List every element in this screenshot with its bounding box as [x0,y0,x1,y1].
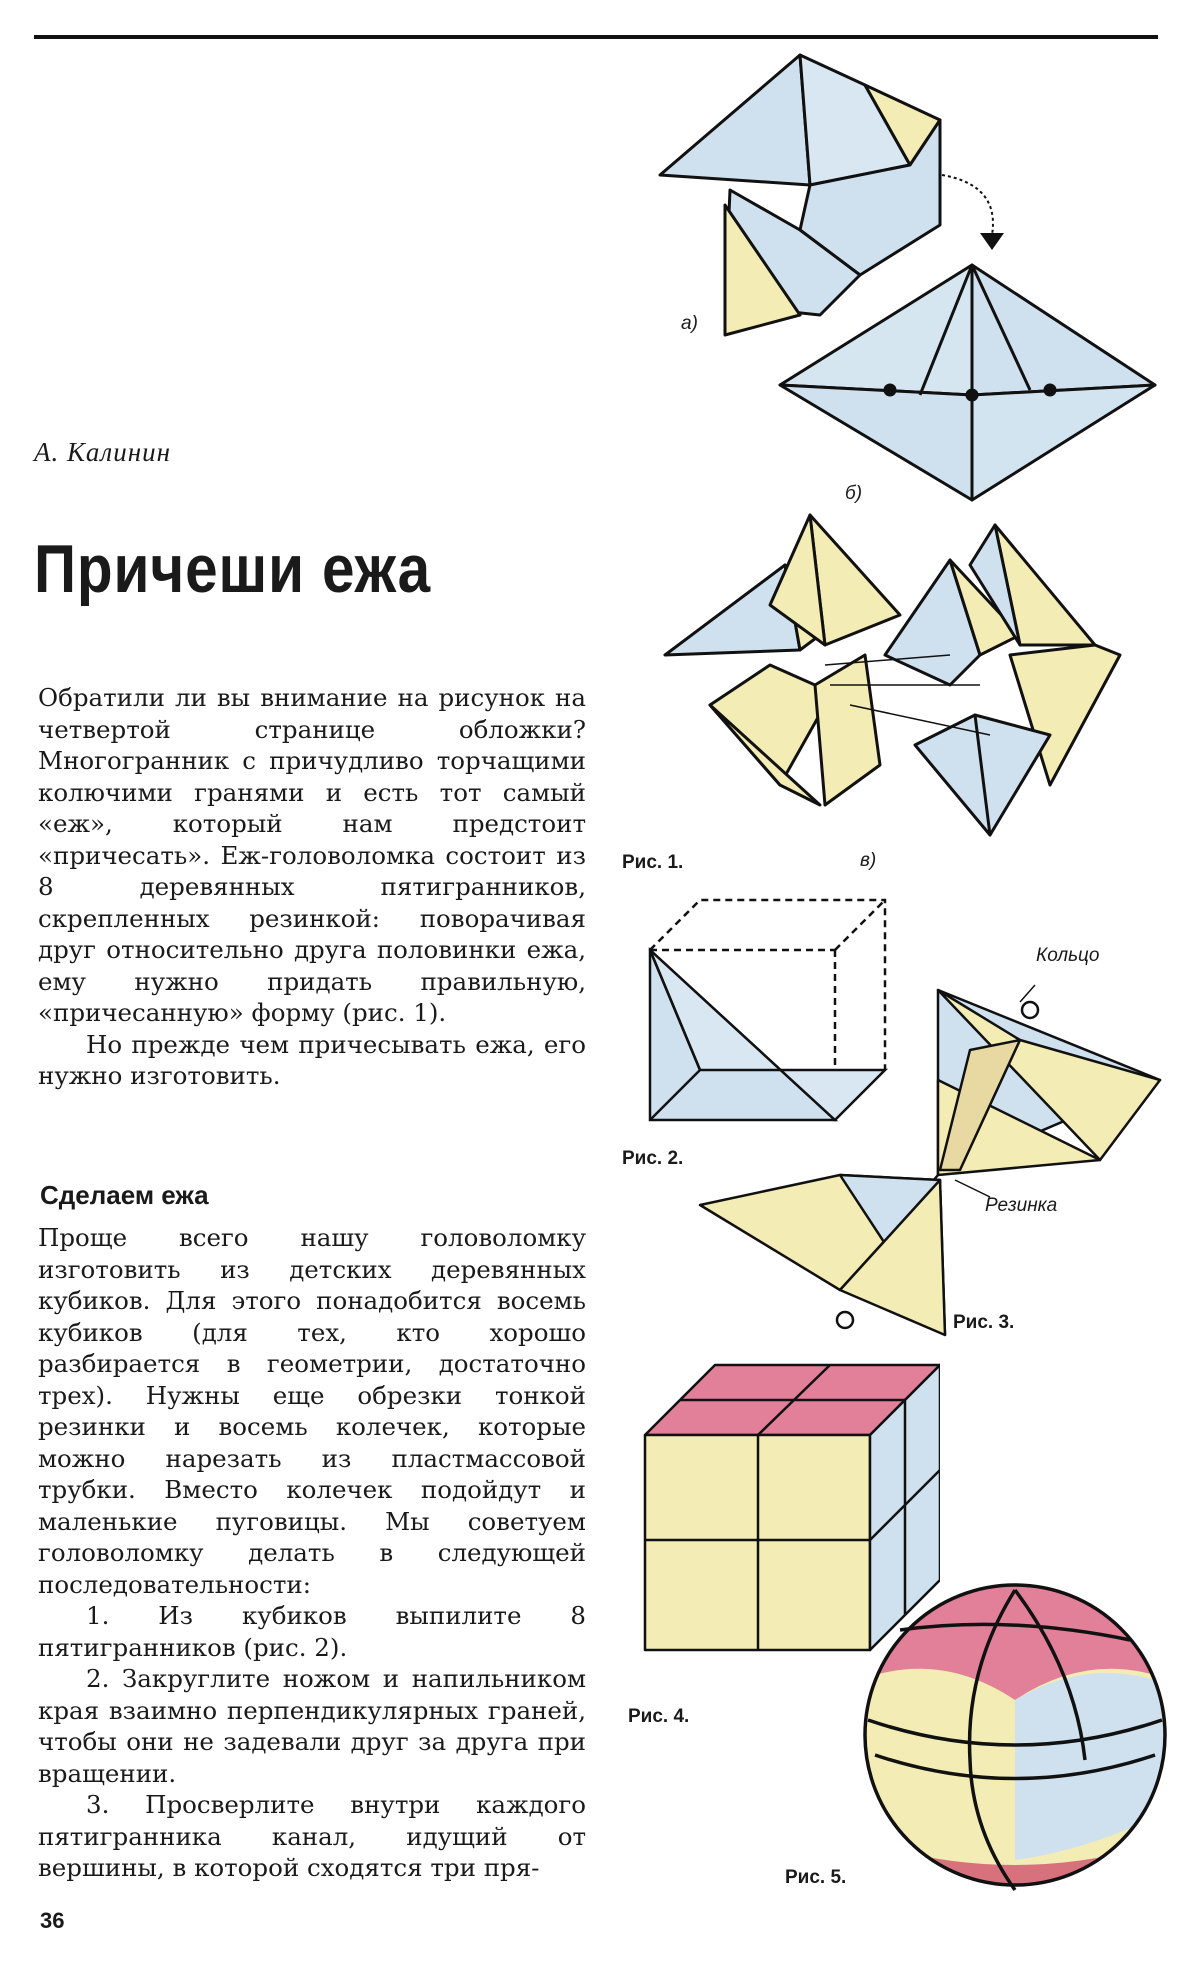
section-text [38,1222,586,1884]
figure-3-band-label: Резинка [985,1195,1058,1216]
step-2: 2. Закруглите ножом и напильником края взаимно перпендикулярных граней, чтобы они не задевали друг за друга при вращении. [38,1664,586,1788]
figure-3-illustration [690,980,1170,1340]
intro-text [38,682,586,1092]
figure-4-caption: Рис. 4. [628,1706,690,1727]
article-title: Причеши ежа [34,531,432,607]
author-name: А. Калинин [34,437,171,467]
figure-1-label-b: б) [845,483,863,504]
figure-1-illustration [650,45,1170,865]
figure-3-caption: Рис. 3. [953,1312,1015,1333]
step-1: 1. Из кубиков выпилите 8 пятигранников (рис. 2). [38,1601,586,1662]
section-paragraph-1: Проще всего нашу головоломку изготовить из детских деревянных кубиков. Для этого понадобится восемь кубиков (для тех, кто хорошо разбирается в геометрии, достаточно трех). Нужны еще обрезки тонкой резинки и восемь колечек, которые можно нарезать из пластмассовой трубки. Вместо колечек подойдут и маленькие пуговицы. Мы советуем головоломку делать в следующей последовательности: [38,1223,586,1599]
step-3: 3. Просверлите внутри каждого пятигранника канал, идущий от вершины, в которой сходятся три пря- [38,1790,586,1882]
page-number: 36 [40,1908,65,1933]
figure-1-label-a: а) [681,313,698,334]
figure-3-ring-label: Кольцо [1036,945,1100,966]
intro-paragraph-2: Но прежде чем причесывать ежа, его нужно изготовить. [38,1029,586,1090]
figure-1-caption: Рис. 1. [622,852,684,873]
section-heading: Сделаем ежа [40,1180,209,1210]
figure-5-illustration [860,1570,1170,1900]
top-rule [34,35,1158,39]
figure-2-caption: Рис. 2. [622,1148,684,1169]
intro-paragraph-1: Обратили ли вы внимание на рисунок на четвертой странице обложки? Многогранник с причудливо торчащими колючими гранями и есть тот самый «еж», который нам предстоит «причесать». Еж-головоломка состоит из 8 деревянных пятигранников, скрепленных резинкой: поворачивая друг относительно друга половинки ежа, ему нужно придать правильную, «причесанную» форму (рис. 1). [38,683,586,1027]
figure-5-caption: Рис. 5. [785,1867,847,1888]
figure-1-label-c: в) [860,850,877,871]
